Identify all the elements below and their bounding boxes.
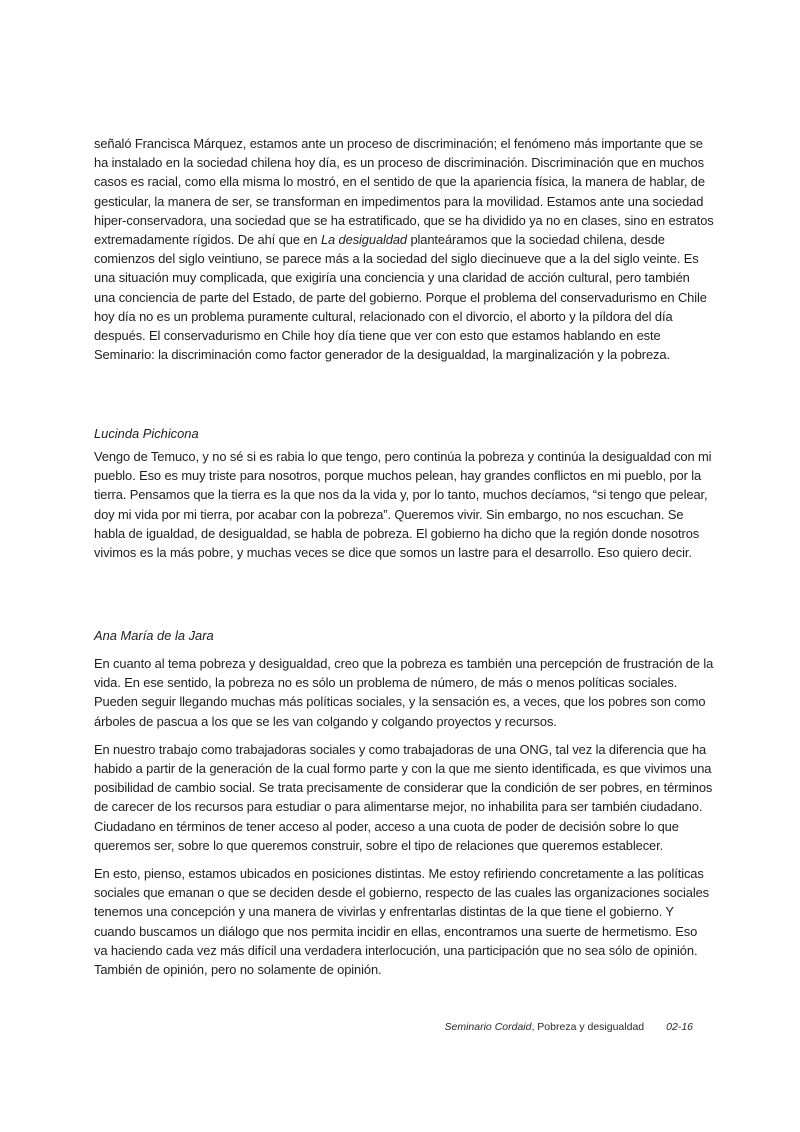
ana-paragraph-3: En esto, pienso, estamos ubicados en posiciones distintas. Me estoy refiriendo concretamente a las políticas sociales que emanan o que se deciden desde el gobierno, respecto de las cuales las organizaciones sociales tenemos una concepción y una manera de vivirlas y enfrentarlas distintas de la que tiene el gobierno. Y cuando buscamos un diálogo que nos permita incidir en ellas, encontramos una suerte de hermetismo. Eso va haciendo cada vez más difícil una verdadera interlocución, una participación que no sea sólo de opinión. También de opinión, pero no solamente de opinión. xyxy=(94,866,709,978)
page-footer xyxy=(445,1021,694,1033)
book-title: La desigualdad xyxy=(320,232,407,248)
intro-text-after: planteáramos que la sociedad chilena, desde comienzos del siglo veintiuno, se parece más a la sociedad del siglo diecinueve que a la del siglo veinte. Es una situación muy complicada, que exigiría una conciencia y una claridad de acción cultural, pero también una conciencia de parte del Estado, de parte del gobierno. Porque el problema del conservadurismo en Chile hoy día no es un problema puramente cultural, relacionado con el divorcio, el aborto y la píldora del día después. El conservadurismo en Chile hoy día tiene que ver con esto que estamos hablando en este Seminario: la discriminación como factor generador de la desigualdad, la marginalización y la pobreza. xyxy=(94,232,707,363)
page-number: 02-16 xyxy=(666,1021,693,1033)
ana-section xyxy=(94,654,714,988)
lucinda-paragraph-1: Vengo de Temuco, y no sé si es rabia lo que tengo, pero continúa la pobreza y continúa la desigualdad con mi pueblo. Eso es muy triste para nosotros, porque muchos pelean, hay grandes conflictos en mi pueblo, por la tierra. Pensamos que la tierra es la que nos da la vida y, por lo tanto, muchos decíamos, “si tengo que pelear, doy mi vida por mi tierra, por acabar con la pobreza”. Queremos vivir. Sin embargo, no nos escuchan. Se habla de igualdad, de desigualdad, se habla de pobreza. El gobierno ha dicho que la región donde nosotros vivimos es la más pobre, y muchas veces se dice que somos un lastre para el desarrollo. Eso quiero decir. xyxy=(94,449,712,561)
ana-paragraph-1: En cuanto al tema pobreza y desigualdad, creo que la pobreza es también una percepción de frustración de la vida. En ese sentido, la pobreza no es sólo un problema de número, de más o menos políticas sociales. Pueden seguir llegando muchas más políticas sociales, y la sensación es, a veces, que los pobres son como árboles de pascua a los que se les van colgando y colgando proyectos y recursos. xyxy=(94,656,714,729)
lucinda-section xyxy=(94,447,714,571)
ana-paragraph-2: En nuestro trabajo como trabajadoras sociales y como trabajadoras de una ONG, tal vez la diferencia que ha habido a partir de la generación de la cual formo parte y con la que me siento identificada, es que vivimos una posibilidad de cambio social. Se trata precisamente de considerar que la condición de ser pobres, en términos de carecer de los recursos para estudiar o para alimentarse mejor, no inhabilita para ser también ciudadano. Ciudadano en términos de tener acceso al poder, acceso a una cuota de poder de decisión sobre lo que queremos ser, sobre lo que queremos construir, sobre el tipo de relaciones que queremos establecer. xyxy=(94,741,713,853)
intro-paragraph xyxy=(94,134,714,373)
speaker-lucinda: Lucinda Pichicona xyxy=(94,426,199,441)
speaker-ana: Ana María de la Jara xyxy=(94,628,214,643)
intro-text xyxy=(94,134,714,364)
footer-seminar-name: Seminario Cordaid xyxy=(444,1021,532,1033)
intro-text-before: señaló Francisca Márquez, estamos ante un proceso de discriminación; el fenómeno más importante que se ha instalado en la sociedad chilena hoy día, es un proceso de discriminación. Discriminación que en muchos casos es racial, como ella misma lo mostró, en el sentido de que la apariencia física, la manera de hablar, de gesticular, la manera de ser, se transforman en impedimentos para la movilidad. Estamos ante una sociedad hiper-conservadora, una sociedad que se ha estratificado, que se ha dividido ya no en clases, sino en estratos extremadamente rígidos. De ahí que en xyxy=(94,136,714,248)
footer-seminar-topic: , Pobreza y desigualdad xyxy=(531,1021,645,1033)
